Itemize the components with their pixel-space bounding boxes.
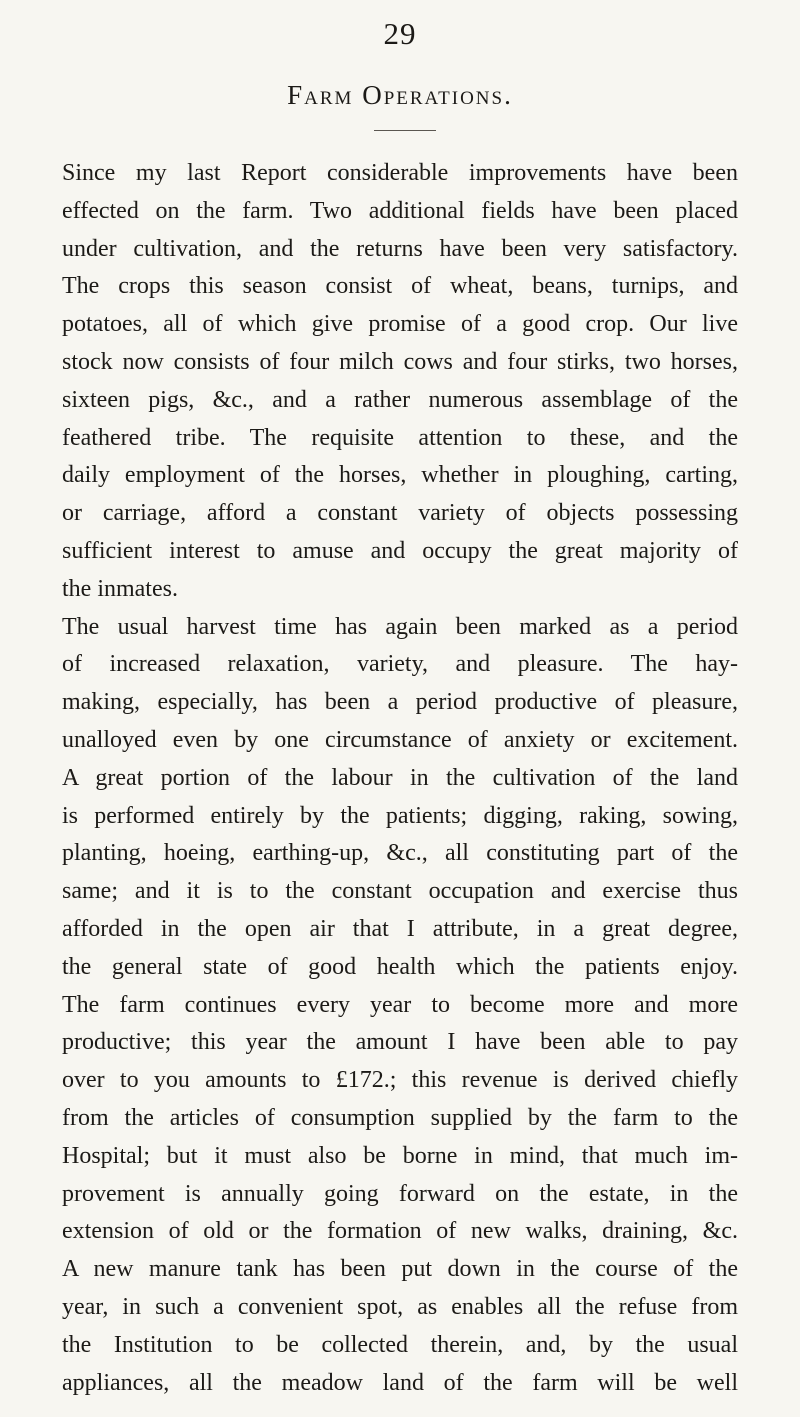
text-line: of increased relaxation, variety, and pleasure. The hay- xyxy=(62,651,738,678)
text-line: extension of old or the formation of new walks, draining, &c. xyxy=(62,1218,738,1245)
text-line: effected on the farm. Two additional fields have been placed xyxy=(62,197,738,224)
text-line: making, especially, has been a period productive of pleasure, xyxy=(62,689,738,716)
text-line: is performed entirely by the patients; digging, raking, sowing, xyxy=(62,802,738,829)
text-line: unalloyed even by one circumstance of anxiety or excitement. xyxy=(62,726,738,753)
text-line: year, in such a convenient spot, as enables all the refuse from xyxy=(62,1293,738,1320)
body-text xyxy=(62,155,738,1402)
text-line: the inmates. xyxy=(62,575,178,602)
text-line: stock now consists of four milch cows and four stirks, two horses, xyxy=(62,348,738,375)
text-line: Since my last Report considerable improvements have been xyxy=(62,160,738,186)
text-line: potatoes, all of which give promise of a good crop. Our live xyxy=(62,311,738,338)
text-line: sufficient interest to amuse and occupy the great majority of xyxy=(62,537,738,564)
text-line: A great portion of the labour in the cultivation of the land xyxy=(62,764,738,791)
text-line: feathered tribe. The requisite attention to these, and the xyxy=(62,424,738,451)
text-line: over to you amounts to £172.; this revenue is derived chiefly xyxy=(62,1067,738,1094)
page-number: 29 xyxy=(383,16,417,51)
text-line: planting, hoeing, earthing-up, &c., all constituting part of the xyxy=(62,840,738,867)
text-line: afforded in the open air that I attribute, in a great degree, xyxy=(62,915,738,942)
text-line: the general state of good health which the patients enjoy. xyxy=(62,953,738,980)
title-divider xyxy=(374,130,436,131)
text-line: appliances, all the meadow land of the farm will be well xyxy=(62,1369,738,1396)
text-line: The usual harvest time has again been marked as a period xyxy=(62,613,738,640)
text-line: or carriage, afford a constant variety of objects possessing xyxy=(62,500,738,527)
section-title: Farm Operations. xyxy=(287,80,513,110)
text-line: provement is annually going forward on the estate, in the xyxy=(62,1180,738,1207)
text-line: The crops this season consist of wheat, beans, turnips, and xyxy=(62,273,738,300)
text-line: from the articles of consumption supplied by the farm to the xyxy=(62,1104,738,1131)
text-line: productive; this year the amount I have been able to pay xyxy=(62,1029,738,1056)
text-line: Hospital; but it must also be borne in mind, that much im- xyxy=(62,1142,738,1169)
text-line: same; and it is to the constant occupation and exercise thus xyxy=(62,878,738,905)
text-line: daily employment of the horses, whether in ploughing, carting, xyxy=(62,462,738,489)
text-line: A new manure tank has been put down in the course of the xyxy=(62,1256,738,1283)
text-line: under cultivation, and the returns have been very satisfactory. xyxy=(62,235,738,262)
text-line: sixteen pigs, &c., and a rather numerous assemblage of the xyxy=(62,386,738,413)
text-line: the Institution to be collected therein, and, by the usual xyxy=(62,1331,738,1358)
text-line: The farm continues every year to become more and more xyxy=(62,991,738,1018)
